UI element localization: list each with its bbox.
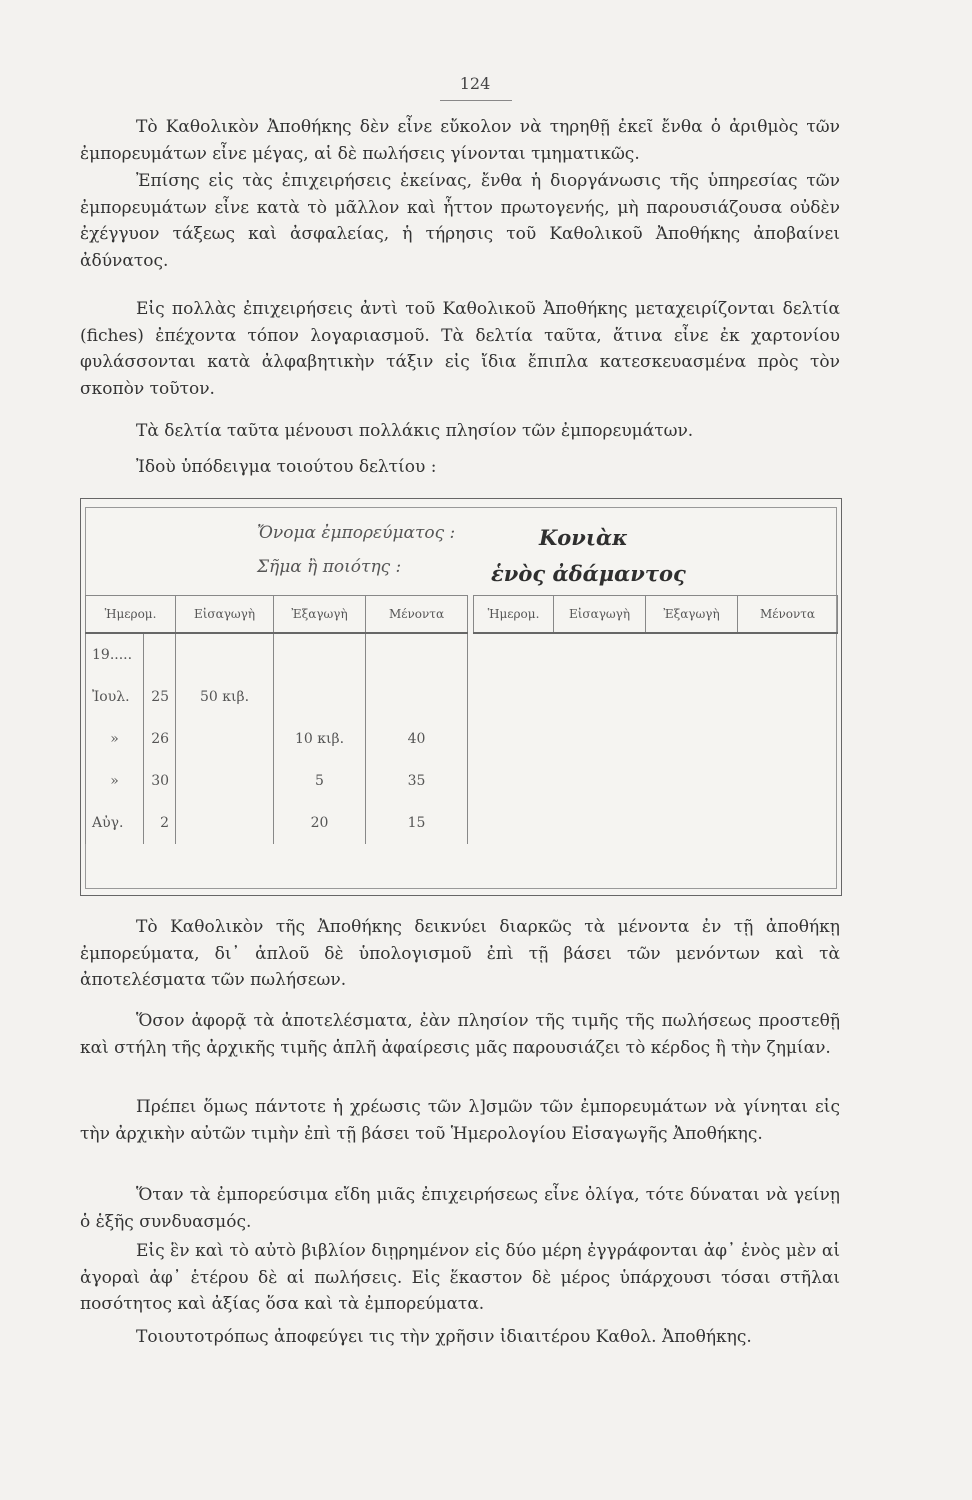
page-number-rule	[440, 100, 512, 101]
column-header-remaining: Μένοντα	[738, 596, 838, 634]
row-day: 26	[144, 718, 176, 760]
column-header-date: Ἡμερομ.	[86, 596, 176, 634]
column-header-out: Ἐξαγωγὴ	[646, 596, 738, 634]
row-month: »	[86, 760, 144, 802]
row-out: 20	[274, 802, 366, 844]
column-header-out: Ἐξαγωγὴ	[274, 596, 366, 634]
row-in: 50 κιβ.	[176, 676, 274, 718]
page-number: 124	[459, 74, 491, 93]
ledger-row	[86, 676, 468, 718]
paragraph: Εἰς ἓν καὶ τὸ αὐτὸ βιβλίον διῃρημένον εἰς δύο μέρη ἐγγράφονται ἀφ᾿ ἑνὸς μὲν αἱ ἀγοραὶ ἀφ᾿ ἑτέρου δὲ αἱ πωλήσεις. Εἰς ἕκαστον δὲ μέρος ὑπάρχουσι τόσαι στῆλαι ποσότητος καὶ ἀξίας ὅσα καὶ τὰ ἐμπορεύματα.	[80, 1241, 840, 1314]
paragraph: Τὰ δελτία ταῦτα μένουσι πολλάκις πλησίον τῶν ἐμπορευμάτων.	[136, 421, 694, 441]
paragraph: Εἰς πολλὰς ἐπιχειρήσεις ἀντὶ τοῦ Καθολικοῦ Ἀποθήκης μεταχειρίζονται δελτία (fiches) ἐπέχοντα τόπον λογαριασμοῦ. Τὰ δελτία ταῦτα, ἅτινα εἶνε ἐκ χαρτονίου φυλάσσονται κατὰ ἀλφαβητικὴν τάξιν εἰς ἴδια ἔπιπλα κατεσκευασμένα πρὸς τὸν σκοπὸν τοῦτον.	[80, 299, 840, 399]
merchandise-name-value: Κονιὰκ	[539, 525, 628, 550]
row-day: 25	[144, 676, 176, 718]
ledger-row	[86, 802, 468, 844]
column-header-date: Ἡμερομ.	[474, 596, 554, 634]
ledger-row	[86, 633, 468, 676]
ledger-left	[85, 595, 468, 844]
column-header-remaining: Μένοντα	[366, 596, 468, 634]
row-month: 19.....	[86, 633, 144, 676]
row-out	[274, 633, 366, 676]
row-remaining: 40	[366, 718, 468, 760]
ledger-right-header	[474, 596, 838, 634]
ledger-row	[86, 760, 468, 802]
paragraph: Ὅταν τὰ ἐμπορεύσιμα εἴδη μιᾶς ἐπιχειρήσεως εἶνε ὀλίγα, τότε δύναται νὰ γείνῃ ὁ ἑξῆς συνδυασμός.	[80, 1185, 840, 1232]
row-remaining: 35	[366, 760, 468, 802]
ledger-right	[473, 595, 838, 634]
row-in	[176, 802, 274, 844]
paragraph: Πρέπει ὅμως πάντοτε ἡ χρέωσις τῶν λ]σμῶν τῶν ἐμπορευμάτων νὰ γίνηται εἰς τὴν ἀρχικὴν αὐτῶν τιμὴν ἐπὶ τῇ βάσει τοῦ Ἡμερολογίου Εἰσαγωγῆς Ἀποθήκης.	[80, 1097, 840, 1144]
mark-quality-label: Σῆμα ἢ ποιότης :	[257, 557, 402, 577]
row-remaining: 15	[366, 802, 468, 844]
mark-quality-value: ἑνὸς ἀδάμαντος	[491, 561, 686, 586]
row-out	[274, 676, 366, 718]
row-month: Αὐγ.	[86, 802, 144, 844]
paragraph: Ἰδοὺ ὑπόδειγμα τοιούτου δελτίου :	[136, 457, 437, 477]
row-out: 10 κιβ.	[274, 718, 366, 760]
row-in	[176, 633, 274, 676]
paragraph: Ὅσον ἀφορᾷ τὰ ἀποτελέσματα, ἐὰν πλησίον τῆς τιμῆς τῆς πωλήσεως προστεθῇ καὶ στήλη τῆς ἀρχικῆς τιμῆς ἁπλῆ ἀφαίρεσις μᾶς παρουσιάζει τὸ κέρδος ἢ τὴν ζημίαν.	[80, 1011, 840, 1058]
row-in	[176, 718, 274, 760]
row-day: 30	[144, 760, 176, 802]
sample-card	[80, 498, 842, 896]
row-day: 2	[144, 802, 176, 844]
column-header-in: Εἰσαγωγὴ	[554, 596, 646, 634]
row-remaining	[366, 633, 468, 676]
paragraph: Τοιουτοτρόπως ἀποφεύγει τις τὴν χρῆσιν ἰδιαιτέρου Καθολ. Ἀποθήκης.	[136, 1327, 752, 1347]
row-month: »	[86, 718, 144, 760]
merchandise-name-label: Ὄνομα ἐμπορεύματος :	[257, 523, 456, 543]
row-day	[144, 633, 176, 676]
row-remaining	[366, 676, 468, 718]
row-month: Ἰουλ.	[86, 676, 144, 718]
ledger-row	[86, 718, 468, 760]
column-header-in: Εἰσαγωγὴ	[176, 596, 274, 634]
paragraph: Τὸ Καθολικὸν Ἀποθήκης δὲν εἶνε εὔκολον νὰ τηρηθῇ ἐκεῖ ἔνθα ὁ ἀριθμὸς τῶν ἐμπορευμάτων εἶνε μέγας, αἱ δὲ πωλήσεις γίνονται τμηματικῶς.	[80, 117, 840, 164]
ledger-left-header	[86, 596, 468, 634]
row-in	[176, 760, 274, 802]
row-out: 5	[274, 760, 366, 802]
paragraph: Ἐπίσης εἰς τὰς ἐπιχειρήσεις ἐκείνας, ἔνθα ἡ διοργάνωσις τῆς ὑπηρεσίας τῶν ἐμπορευμάτων εἶνε κατὰ τὸ μᾶλλον καὶ ἧττον πρωτογενής, μὴ παρουσιάζουσα οὐδὲν ἐχέγγυον τάξεως καὶ ἀσφαλείας, ἡ τήρησις τοῦ Καθολικοῦ Ἀποθήκης ἀποβαίνει ἀδύνατος.	[80, 171, 840, 271]
paragraph: Τὸ Καθολικὸν τῆς Ἀποθήκης δεικνύει διαρκῶς τὰ μένοντα ἐν τῇ ἀποθήκῃ ἐμπορεύματα, δι᾿ ἁπλοῦ δὲ ὑπολογισμοῦ ἐπὶ τῇ βάσει τῶν μενόντων καὶ τὰ ἀποτελέσματα τῶν πωλήσεων.	[80, 917, 840, 990]
